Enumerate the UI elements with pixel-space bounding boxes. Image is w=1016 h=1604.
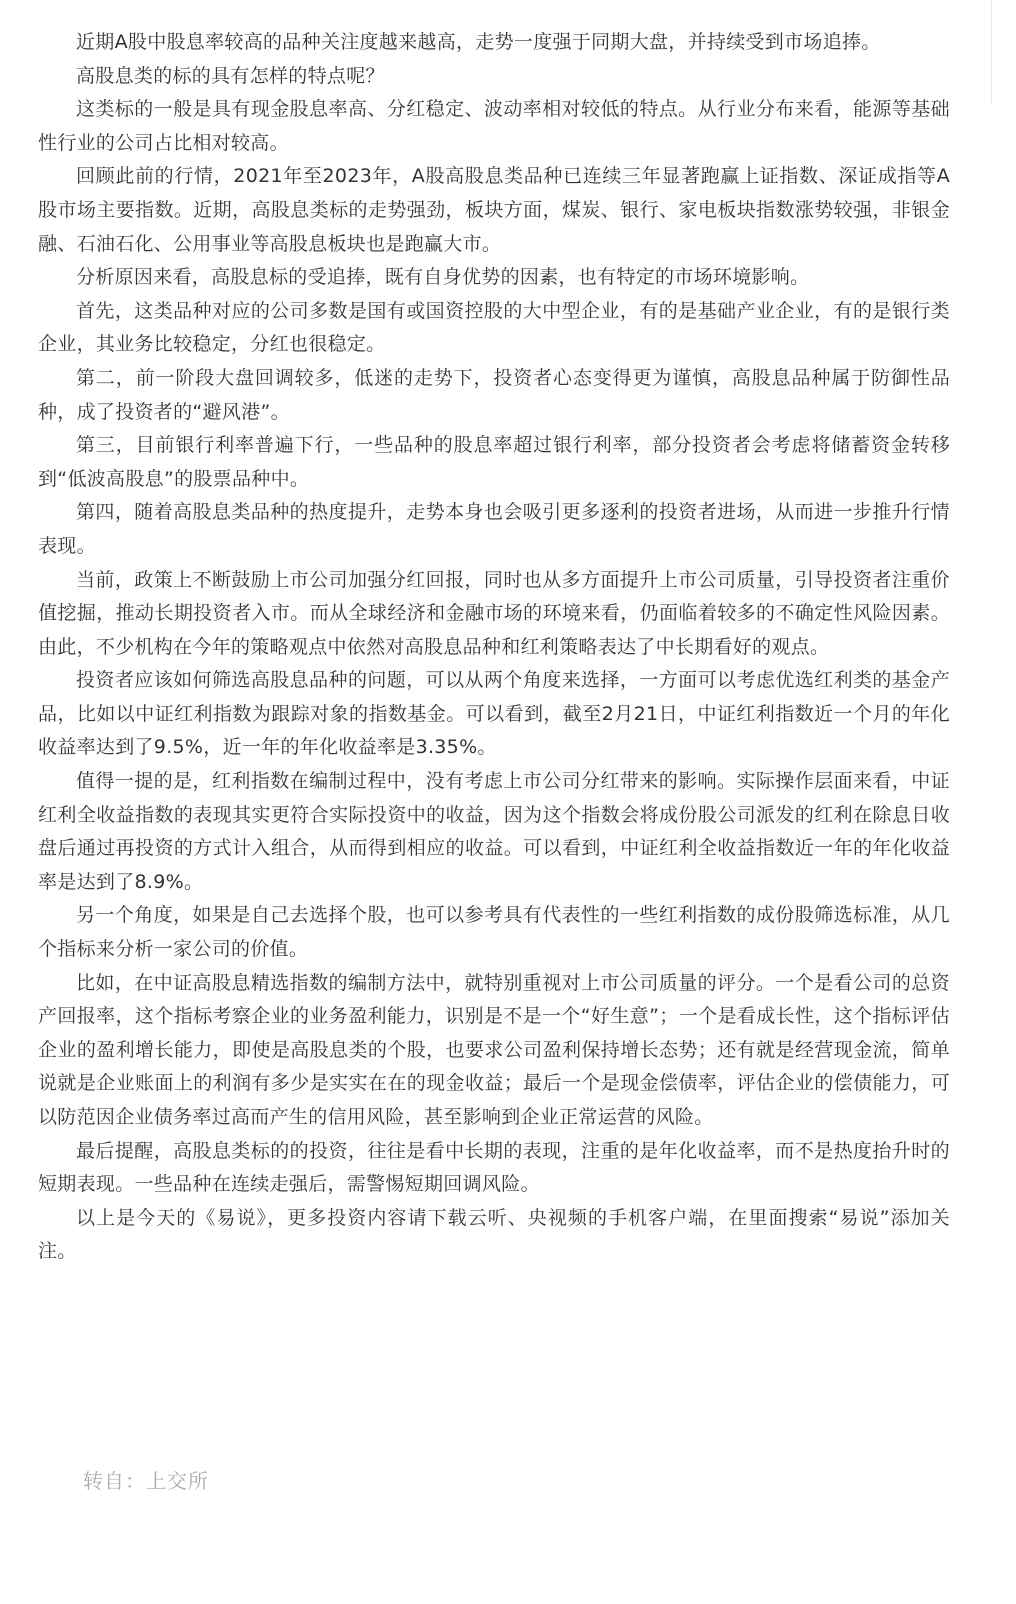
paragraph-4: 回顾此前的行情，2021年至2023年，A股高股息类品种已连续三年显著跑赢上证指数、深证成指等A股市场主要指数。近期，高股息类标的走势强劲，板块方面，煤炭、银行、家电板块指数涨势较强，非银金融、石油石化、公用事业等高股息板块也是跑赢大市。 xyxy=(38,165,950,255)
paragraph-11: 投资者应该如何筛选高股息品种的问题，可以从两个角度来选择，一方面可以考虑优选红利类的基金产品，比如以中证红利指数为跟踪对象的指数基金。可以看到，截至2月21日，中证红利指数近一个月的年化收益率达到了9.5%，近一年的年化收益率是3.35%。 xyxy=(38,669,950,759)
paragraph-13: 另一个角度，如果是自己去选择个股，也可以参考具有代表性的一些红利指数的成份股筛选标准，从几个指标来分析一家公司的价值。 xyxy=(38,904,950,961)
paragraph-1: 近期A股中股息率较高的品种关注度越来越高，走势一度强于同期大盘，并持续受到市场追捧。 xyxy=(76,31,881,53)
paragraph-6: 首先，这类品种对应的公司多数是国有或国资控股的大中型企业，有的是基础产业企业，有的是银行类企业，其业务比较稳定，分红也很稳定。 xyxy=(38,299,950,356)
paragraph-9: 第四，随着高股息类品种的热度提升，走势本身也会吸引更多逐利的投资者进场，从而进一步推升行情表现。 xyxy=(38,501,950,557)
paragraph-5: 分析原因来看，高股息标的受追捧，既有自身优势的因素，也有特定的市场环境影响。 xyxy=(76,266,810,289)
source-attribution: 转自：上交所 xyxy=(83,1469,209,1493)
paragraph-2: 高股息类的标的具有怎样的特点呢？ xyxy=(76,64,385,87)
paragraph-14: 比如，在中证高股息精选指数的编制方法中，就特别重视对上市公司质量的评分。一个是看公司的总资产回报率，这个指标考察企业的业务盈利能力，识别是不是一个“好生意”；一个是看成长性，这个指标评估企业的盈利增长能力，即使是高股息类的个股，也要求公司盈利保持增长态势；还有就是经营现金流，简单说就是企业账面上的利润有多少是实实在在的现金收益；最后一个是现金偿债率，评估企业的偿债能力，可以防范因企业债务率过高而产生的信用风险，甚至影响到企业正常运营的风险。 xyxy=(38,971,950,1128)
article-body xyxy=(38,26,950,1269)
paragraph-8: 第三，目前银行利率普遍下行，一些品种的股息率超过银行利率，部分投资者会考虑将储蓄资金转移到“低波高股息”的股票品种中。 xyxy=(38,434,950,490)
scrollbar-edge xyxy=(991,0,992,104)
paragraph-10: 当前，政策上不断鼓励上市公司加强分红回报，同时也从多方面提升上市公司质量，引导投资者注重价值挖掘，推动长期投资者入市。而从全球经济和金融市场的环境来看，仍面临着较多的不确定性风险因素。由此，不少机构在今年的策略观点中依然对高股息品种和红利策略表达了中长期看好的观点。 xyxy=(38,568,950,658)
paragraph-15: 最后提醒，高股息类标的的投资，往往是看中长期的表现，注重的是年化收益率，而不是热度抬升时的短期表现。一些品种在连续走强后，需警惕短期回调风险。 xyxy=(38,1139,950,1196)
paragraph-3: 这类标的一般是具有现金股息率高、分红稳定、波动率相对较低的特点。从行业分布来看，能源等基础性行业的公司占比相对较高。 xyxy=(38,98,950,154)
paragraph-16: 以上是今天的《易说》，更多投资内容请下载云听、央视频的手机客户端，在里面搜索“易说”添加关注。 xyxy=(38,1206,950,1263)
paragraph-12: 值得一提的是，红利指数在编制过程中，没有考虑上市公司分红带来的影响。实际操作层面来看，中证红利全收益指数的表现其实更符合实际投资中的收益，因为这个指数会将成份股公司派发的红利在除息日收盘后通过再投资的方式计入组合，从而得到相应的收益。可以看到，中证红利全收益指数近一年的年化收益率是达到了8.9%。 xyxy=(38,770,950,893)
paragraph-7: 第二，前一阶段大盘回调较多，低迷的走势下，投资者心态变得更为谨慎，高股息品种属于防御性品种，成了投资者的“避风港”。 xyxy=(38,366,950,423)
